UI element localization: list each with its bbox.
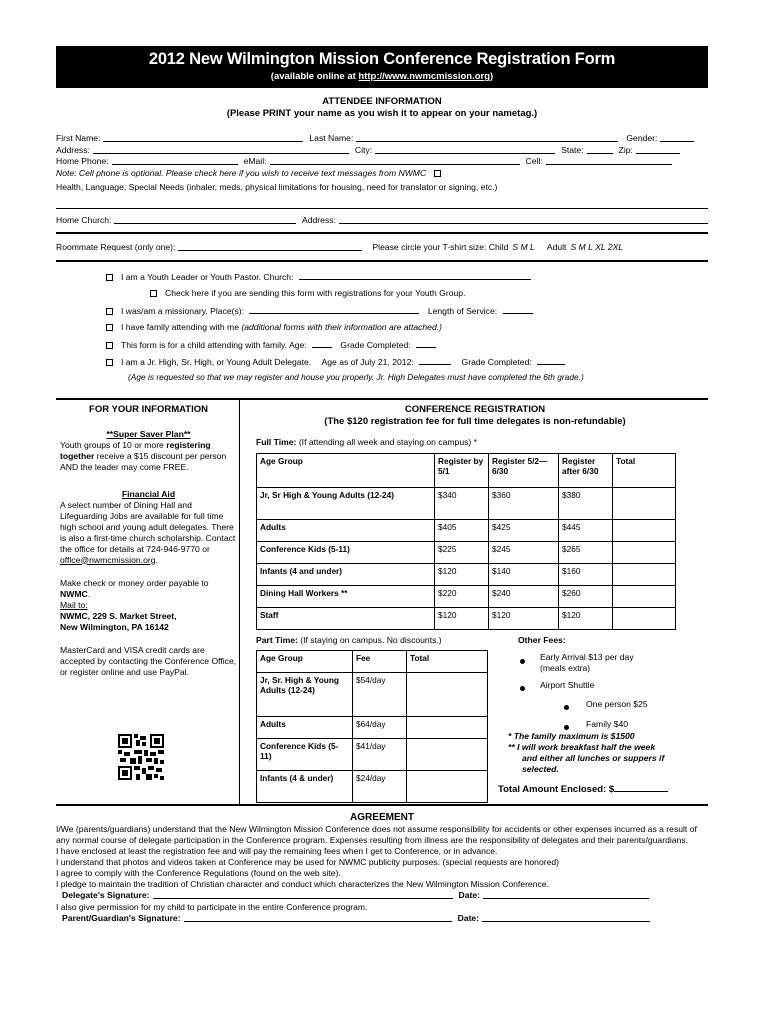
youth-church-field[interactable] [299, 271, 531, 280]
agreement-heading: AGREEMENT [350, 811, 414, 823]
youth-leader-item: I am a Youth Leader or Youth Pastor. Church: [106, 271, 531, 282]
child-grade-field[interactable] [416, 339, 436, 348]
form-title: 2012 New Wilmington Mission Conference Registration Form [148, 50, 616, 68]
delegate-age-field[interactable] [419, 356, 451, 365]
mail-to: Mail to: [60, 599, 88, 610]
website-link[interactable]: http://www.nwmcmission.org [358, 71, 491, 82]
registration-heading: CONFERENCE REGISTRATION [404, 403, 546, 415]
aid-text: A select number of Dining Hall and Lifeguarding Jobs are available for full time high school and young adult delegates. There is also a first-time church scholarship. Contact the office for details at 724-946-9770 or office@nwmcmission.org. [60, 499, 236, 565]
total-cell[interactable] [407, 738, 488, 770]
part-time-table [256, 650, 488, 803]
other-fees-heading: Other Fees: [518, 634, 566, 645]
aid-title: Financial Aid [121, 488, 176, 499]
church-address-field[interactable] [339, 215, 708, 224]
agreement-text: I/We (parents/guardians) understand that the New Wilmington Mission Conference does not assume responsibility for accidents or other expenses incurred as a result of any normal course of delegate participation in the Conference program. Expenses resulting from illness are the responsibility of delegates and their parents/guardians. I have enclosed at least the registration fee and will pay the remaining fees when I get to Conference, or in advance. I understand that photos and videos taken at Conference may be used for NWMC publicity purposes. (special requests are honored) I agree to comply with the Conference Regulations (found on the web site). I pledge to maintain the tradition of Christian character and conduct which characterizes the New Wilmington Mission Conference. Delegate's Signature: Date: I also give permission for my child to participate in the entire Conference program. Parent/Guardian's Signature: Date: [56, 824, 708, 925]
child-item: This form is for a child attending with family. Age: Grade Completed: [106, 339, 436, 350]
divider [56, 260, 708, 262]
registration-column [242, 400, 708, 800]
registration-subheading: (The $120 registration fee for full time delegates is non-refundable) [324, 415, 626, 427]
city-field[interactable] [375, 145, 555, 154]
info-heading: FOR YOUR INFORMATION [89, 403, 208, 415]
part-time-header-row: Age Group Fee Total [257, 650, 488, 672]
table-row: Infants (4 and under) $120 $140 $160 [257, 563, 676, 585]
delegate-signature-field[interactable] [153, 890, 453, 899]
home-phone-field[interactable] [112, 156, 238, 165]
delegate-grade-field[interactable] [537, 356, 565, 365]
bullet-icon [564, 702, 569, 712]
length-service-field[interactable] [503, 305, 533, 314]
family-checkbox[interactable] [106, 324, 113, 331]
delegate-item: I am a Jr. High, Sr. High, or Young Adult Delegate. Age as of July 21, 2012: Grade Completed: [106, 356, 565, 367]
mail-address-1: NWMC, 229 S. Market Street, [60, 610, 177, 621]
full-time-label: Full Time: (If attending all week and staying on campus) * [256, 436, 478, 447]
missionary-place-field[interactable] [249, 305, 419, 314]
table-row: Jr, Sr. High & Young Adults (12-24) $54/day [257, 672, 488, 716]
total-cell[interactable] [613, 563, 676, 585]
table-row: Adults $405 $425 $445 [257, 519, 676, 541]
address-row: Address: City: State: Zip: [56, 145, 708, 157]
table-row: Dining Hall Workers ** $220 $240 $260 [257, 585, 676, 607]
form-header [56, 46, 708, 88]
parent-date-field[interactable] [482, 913, 650, 922]
total-cell[interactable] [407, 716, 488, 738]
table-row: Adults $64/day [257, 716, 488, 738]
table-row: Jr, Sr High & Young Adults (12-24) $340 $360 $380 [257, 487, 676, 519]
office-email-link[interactable]: office@nwmcmission.org [60, 554, 156, 565]
full-time-table [256, 453, 676, 630]
airport-text: Airport Shuttle [540, 679, 595, 690]
parent-signature-row: Parent/Guardian's Signature: Date: [56, 913, 708, 925]
gender-field[interactable] [660, 133, 694, 142]
total-cell[interactable] [613, 607, 676, 629]
delegate-date-field[interactable] [483, 890, 649, 899]
middle-section [56, 398, 708, 806]
form-subtitle: (available online at http://www.nwmcmission.org) [270, 71, 494, 82]
total-enclosed: Total Amount Enclosed: $ [498, 783, 668, 795]
missionary-checkbox[interactable] [106, 308, 113, 315]
address-field[interactable] [93, 145, 349, 154]
total-enclosed-field[interactable] [614, 783, 668, 792]
early-arrival-text: Early Arrival $13 per day (meals extra) [540, 651, 634, 673]
age-note: (Age is requested so that we may register and house you properly. Jr. High Delegates must have completed the 6th grade.) [128, 371, 584, 382]
part-time-label: Part Time: (If staying on campus. No discounts.) [256, 634, 442, 645]
home-church-field[interactable] [114, 215, 296, 224]
total-cell[interactable] [613, 519, 676, 541]
name-row: First Name: Last Name: Gender: [56, 133, 708, 145]
missionary-item: I was/am a missionary. Place(s): Length of Service: [106, 305, 533, 316]
email-field[interactable] [270, 156, 520, 165]
table-row: Staff $120 $120 $120 [257, 607, 676, 629]
phone-row: Home Phone: eMail: Cell: [56, 156, 708, 168]
bullet-icon [520, 659, 525, 664]
bullet-icon [564, 705, 569, 710]
state-field[interactable] [587, 145, 613, 154]
table-row: Conference Kids (5-11) $41/day [257, 738, 488, 770]
attendee-subheading: (Please PRINT your name as you wish it to appear on your nametag.) [226, 108, 538, 119]
family-text: Family $40 [586, 718, 629, 729]
family-item: I have family attending with me (additional forms with their information are attached.) [106, 322, 442, 332]
roommate-field[interactable] [178, 242, 362, 251]
last-name-field[interactable] [356, 133, 618, 142]
part-time-area [242, 630, 708, 800]
total-cell[interactable] [613, 585, 676, 607]
cell-field[interactable] [546, 156, 672, 165]
table-row: Infants (4 & under) $24/day [257, 770, 488, 802]
saver-title: **Super Saver Plan** [106, 428, 191, 439]
qr-code-icon [118, 734, 164, 780]
text-message-checkbox[interactable] [434, 170, 441, 177]
registration-form [56, 46, 708, 924]
first-name-field[interactable] [103, 133, 303, 142]
bullet-icon [520, 683, 525, 693]
bullet-icon [564, 725, 569, 730]
child-checkbox[interactable] [106, 342, 113, 349]
attendee-heading: ATTENDEE INFORMATION [322, 96, 442, 107]
saver-text: Youth groups of 10 or more registering together receive a $15 discount per person AND the leader may come FREE. [60, 439, 227, 472]
check-text: Make check or money order payable to NWMC. [60, 577, 209, 599]
youth-leader-checkbox[interactable] [106, 274, 113, 281]
checklist [56, 268, 708, 398]
health-label: Health, Language, Special Needs (inhaler, meds, physical limitations for housing, need for translator or signing, etc.) [56, 182, 498, 192]
parent-signature-field[interactable] [184, 913, 452, 922]
youth-group-item: Check here if you are sending this form with registrations for your Youth Group. [150, 288, 465, 298]
total-cell[interactable] [613, 487, 676, 519]
adult-sizes[interactable]: S M L XL 2XL [570, 242, 624, 252]
health-field[interactable] [56, 208, 708, 209]
roommate-row: Roommate Request (only one): Please circle your T-shirt size: Child S M L Adult S M L XL 2XL [56, 242, 624, 252]
mail-address-2: New Wilmington, PA 16142 [60, 621, 169, 632]
table-row: Conference Kids (5-11) $225 $245 $265 [257, 541, 676, 563]
footnotes: * The family maximum is $1500 ** I will work breakfast half the week and either all lunches or suppers if selected. [508, 730, 665, 774]
cell-note: Note: Cell phone is optional. Please check here if you wish to receive text messages from NWMC [56, 168, 708, 180]
delegate-checkbox[interactable] [106, 359, 113, 366]
divider [56, 232, 708, 234]
total-cell[interactable] [613, 541, 676, 563]
church-row: Home Church: Address: [56, 215, 708, 227]
youth-group-checkbox[interactable] [150, 290, 157, 297]
cards-text: MasterCard and VISA credit cards are accepted by contacting the Conference Office, or register online and use PayPal. [60, 644, 237, 677]
one-person-text: One person $25 [586, 698, 648, 709]
early-arrival-item [520, 656, 525, 667]
bullet-icon [520, 686, 525, 691]
child-age-field[interactable] [312, 339, 332, 348]
total-cell[interactable] [407, 672, 488, 716]
full-time-header-row: Age Group Register by 5/1 Register 5/2—6/30 Register after 6/30 Total [257, 453, 676, 487]
info-column [56, 400, 240, 806]
total-cell[interactable] [407, 770, 488, 802]
divider [56, 804, 708, 806]
child-sizes[interactable]: S M L [512, 242, 535, 252]
delegate-signature-row: Delegate's Signature: Date: [56, 890, 708, 902]
zip-field[interactable] [636, 145, 680, 154]
